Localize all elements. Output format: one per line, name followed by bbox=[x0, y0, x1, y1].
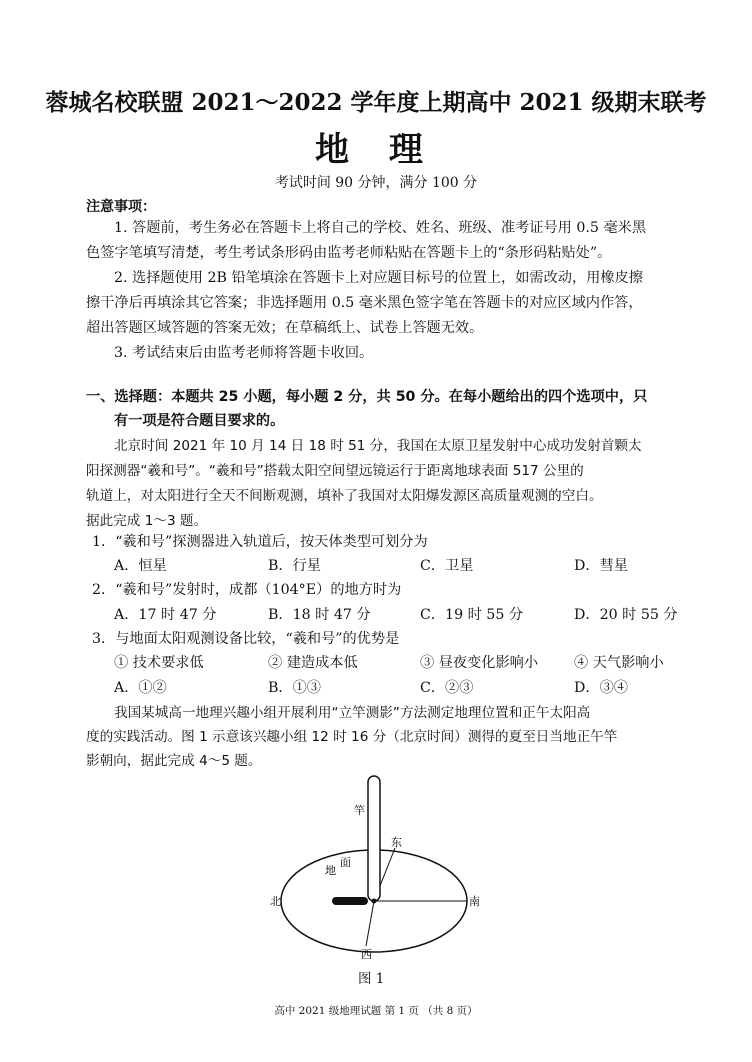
pole-shadow bbox=[332, 897, 368, 905]
passage-1-line-2: 阳探测器“羲和号”。“羲和号”搭载太阳空间望远镜运行于距离地球表面 517 公里的 bbox=[86, 463, 584, 479]
notice-item-2-line-1: 2. 选择题使用 2B 铅笔填涂在答题卡上对应题目标号的位置上，如需改动，用橡皮擦 bbox=[114, 270, 643, 286]
east-label: 东 bbox=[391, 836, 402, 849]
question-3-option-a: A．①② bbox=[114, 680, 167, 696]
question-2-stem: 2．“羲和号”发射时，成都（104°E）的地方时为 bbox=[92, 582, 402, 598]
notice-item-2-line-2: 擦干净后再填涂其它答案；非选择题用 0.5 毫米黑色签字笔在答题卡的对应区域内作答， bbox=[86, 295, 643, 311]
question-3-option-d: D．③④ bbox=[574, 680, 628, 696]
question-1-option-c: C．卫星 bbox=[420, 558, 474, 574]
notice-item-1-line-2: 色签字笔填写清楚，考生考试条形码由监考老师粘贴在答题卡上的“条形码粘贴处”。 bbox=[86, 245, 612, 261]
west-label: 西 bbox=[361, 948, 372, 961]
west-direction-line bbox=[366, 901, 374, 946]
section-heading-line-1: 一、选择题：本题共 25 小题，每小题 2 分，共 50 分。在每小题给出的四个选项中，只 bbox=[86, 389, 648, 405]
passage-2-line-1: 我国某城高一地理兴趣小组开展利用“立竿测影”方法测定地理位置和正午太阳高 bbox=[114, 705, 591, 721]
passage-1-line-1: 北京时间 2021 年 10 月 14 日 18 时 51 分，我国在太原卫星发射中心成功发射首颗太 bbox=[114, 438, 642, 454]
question-2-option-d: D．20 时 55 分 bbox=[574, 607, 678, 623]
question-2-option-a: A．17 时 47 分 bbox=[114, 607, 217, 623]
passage-1-line-3: 轨道上，对太阳进行全天不间断观测，填补了我国对太阳爆发源区高质量观测的空白。 bbox=[86, 488, 603, 504]
north-label: 北 bbox=[270, 895, 281, 908]
section-heading-line-2: 有一项是符合题目要求的。 bbox=[114, 413, 285, 429]
pole-base-point bbox=[372, 899, 377, 904]
question-3-statement-1: ① 技术要求低 bbox=[114, 655, 204, 671]
passage-2-line-2: 度的实践活动。图 1 示意该兴趣小组 12 时 16 分（北京时间）测得的夏至日当地正午竿 bbox=[86, 729, 618, 745]
question-1-option-d: D．彗星 bbox=[574, 558, 628, 574]
page-footer: 高中 2021 级地理试题 第 1 页 （共 8 页） bbox=[274, 1005, 478, 1017]
pole-shadow-figure bbox=[270, 770, 500, 990]
notice-item-1-line-1: 1. 答题前，考生务必在答题卡上将自己的学校、姓名、班级、准考证号用 0.5 毫米黑 bbox=[114, 220, 647, 236]
south-label: 南 bbox=[469, 895, 480, 908]
question-3-option-b: B．①③ bbox=[268, 680, 321, 696]
question-3-option-c: C．②③ bbox=[420, 680, 474, 696]
pole-label: 竿 bbox=[354, 804, 365, 817]
ground-label-2: 面 bbox=[340, 856, 351, 869]
figure-caption: 图 1 bbox=[358, 971, 385, 987]
question-3-statement-4: ④ 天气影响小 bbox=[574, 655, 664, 671]
passage-2-line-3: 影朝向，据此完成 4～5 题。 bbox=[86, 753, 262, 769]
passage-1-line-4: 据此完成 1～3 题。 bbox=[86, 513, 208, 529]
subject-title: 地 理 bbox=[315, 130, 437, 170]
notice-heading: 注意事项： bbox=[86, 199, 156, 215]
question-1-stem: 1．“羲和号”探测器进入轨道后，按天体类型可划分为 bbox=[92, 534, 428, 550]
pole bbox=[368, 776, 380, 901]
question-3-stem: 3．与地面太阳观测设备比较，“羲和号”的优势是 bbox=[92, 631, 400, 647]
question-1-option-a: A．恒星 bbox=[114, 558, 167, 574]
exam-title: 蓉城名校联盟 2021～2022 学年度上期高中 2021 级期末联考 bbox=[45, 89, 707, 116]
question-1-option-b: B．行星 bbox=[268, 558, 321, 574]
notice-item-2-line-3: 超出答题区域答题的答案无效；在草稿纸上、试卷上答题无效。 bbox=[86, 320, 484, 336]
notice-item-3: 3. 考试结束后由监考老师将答题卡收回。 bbox=[114, 345, 374, 361]
exam-info: 考试时间 90 分钟，满分 100 分 bbox=[274, 175, 478, 191]
question-2-option-b: B．18 时 47 分 bbox=[268, 607, 371, 623]
ground-label-1: 地 bbox=[325, 864, 336, 877]
question-2-option-c: C．19 时 55 分 bbox=[420, 607, 524, 623]
question-3-statement-2: ② 建造成本低 bbox=[268, 655, 358, 671]
question-3-statement-3: ③ 昼夜变化影响小 bbox=[420, 655, 539, 671]
